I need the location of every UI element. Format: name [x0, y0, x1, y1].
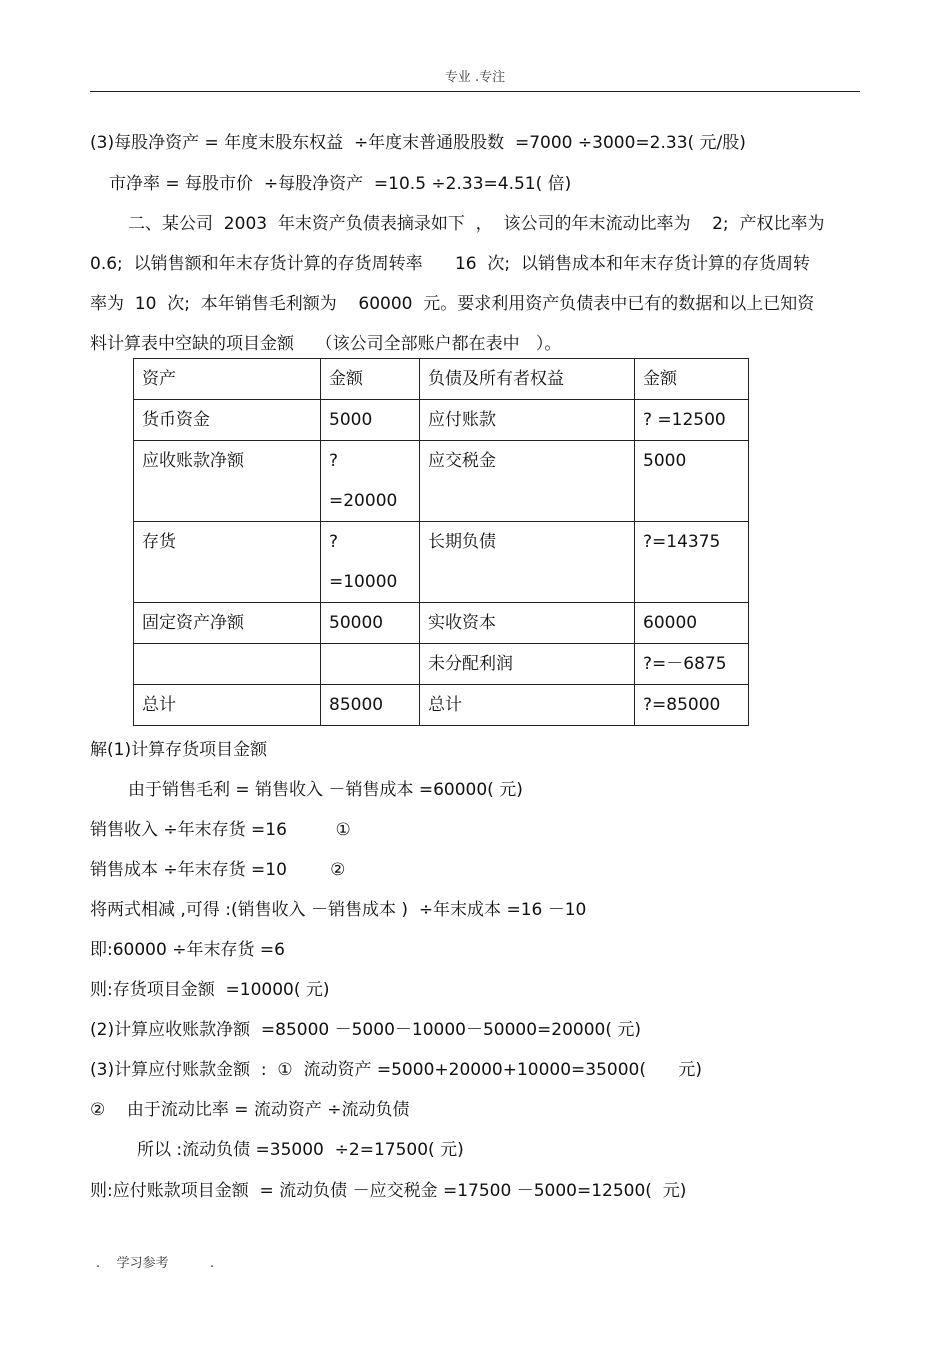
table-cell: ?=85000 — [635, 685, 749, 726]
table-cell: 固定资产净额 — [134, 603, 321, 644]
solution-line-2: 由于销售毛利 = 销售收入 －销售成本 =60000( 元) — [128, 780, 523, 800]
header-cell: 金额 — [635, 359, 749, 400]
table-header-row — [134, 359, 749, 400]
table-cell: 总计 — [420, 685, 635, 726]
table-cell: 应付账款 — [420, 400, 635, 441]
text-line-5: 率为 10 次; 本年销售毛利额为 60000 元。要求利用资产负债表中已有的数据和以上已知资 — [90, 294, 815, 314]
header-cell: 金额 — [321, 359, 420, 400]
table-cell: 5000 — [635, 441, 749, 522]
table-cell: 应交税金 — [420, 441, 635, 522]
balance-sheet-table — [133, 358, 749, 726]
table-cell: 总计 — [134, 685, 321, 726]
page-footer: . 学习参考 . — [96, 1256, 215, 1271]
table-row — [134, 441, 749, 522]
table-cell: 5000 — [321, 400, 420, 441]
solution-line-10: ② 由于流动比率 = 流动资产 ÷流动负债 — [90, 1100, 410, 1120]
table-row — [134, 400, 749, 441]
text-line-2: 市净率 = 每股市价 ÷每股净资产 =10.5 ÷2.33=4.51( 倍) — [109, 174, 572, 194]
table-row — [134, 644, 749, 685]
solution-line-3: 销售收入 ÷年末存货 =16 ① — [90, 820, 351, 840]
solution-line-6: 即:60000 ÷年末存货 =6 — [90, 940, 285, 960]
solution-line-8: (2)计算应收账款净额 =85000 －5000－10000－50000=20000( 元) — [90, 1020, 642, 1040]
table-row — [134, 522, 749, 603]
solution-line-1: 解(1)计算存货项目金额 — [90, 740, 268, 760]
table-row — [134, 685, 749, 726]
table-cell: ? =12500 — [635, 400, 749, 441]
solution-line-12: 则:应付账款项目金额 = 流动负债 －应交税金 =17500 －5000=12500( 元) — [90, 1181, 687, 1201]
table-cell: ?=14375 — [635, 522, 749, 603]
table-cell: 长期负债 — [420, 522, 635, 603]
header-cell: 负债及所有者权益 — [420, 359, 635, 400]
text-line-3: 二、某公司 2003 年末资产负债表摘录如下 ， 该公司的年末流动比率为 2; 产权比率为 — [128, 214, 825, 234]
header-cell: 资产 — [134, 359, 321, 400]
table-cell: 实收资本 — [420, 603, 635, 644]
table-cell: 60000 — [635, 603, 749, 644]
table-cell: 存货 — [134, 522, 321, 603]
text-line-1: (3)每股净资产 = 年度末股东权益 ÷年度末普通股股数 =7000 ÷3000=2.33( 元/股) — [90, 133, 746, 153]
table-cell: 未分配利润 — [420, 644, 635, 685]
table-cell: ?=－6875 — [635, 644, 749, 685]
solution-line-7: 则:存货项目金额 =10000( 元) — [90, 980, 330, 1000]
solution-line-11: 所以 :流动负债 =35000 ÷2=17500( 元) — [137, 1140, 464, 1160]
table-cell — [321, 644, 420, 685]
header-divider — [90, 91, 860, 92]
table-cell: 85000 — [321, 685, 420, 726]
table-cell — [134, 644, 321, 685]
solution-line-4: 销售成本 ÷年末存货 =10 ② — [90, 860, 346, 880]
table-row — [134, 603, 749, 644]
table-cell: 货币资金 — [134, 400, 321, 441]
table-cell: 应收账款净额 — [134, 441, 321, 522]
solution-line-5: 将两式相减 ,可得 :(销售收入 －销售成本 ) ÷年末成本 =16 －10 — [90, 900, 587, 920]
page-header: 专业 .专注 — [444, 70, 506, 85]
table-cell: ? =20000 — [321, 441, 420, 522]
table-cell: ? =10000 — [321, 522, 420, 603]
table-cell: 50000 — [321, 603, 420, 644]
text-line-4: 0.6; 以销售额和年末存货计算的存货周转率 16 次; 以销售成本和年末存货计算的存货周转 — [90, 254, 810, 274]
solution-line-9: (3)计算应付账款金额 : ① 流动资产 =5000+20000+10000=35000( 元) — [90, 1060, 703, 1080]
text-line-6: 料计算表中空缺的项目金额 （该公司全部账户都在表中 ）。 — [90, 334, 562, 354]
